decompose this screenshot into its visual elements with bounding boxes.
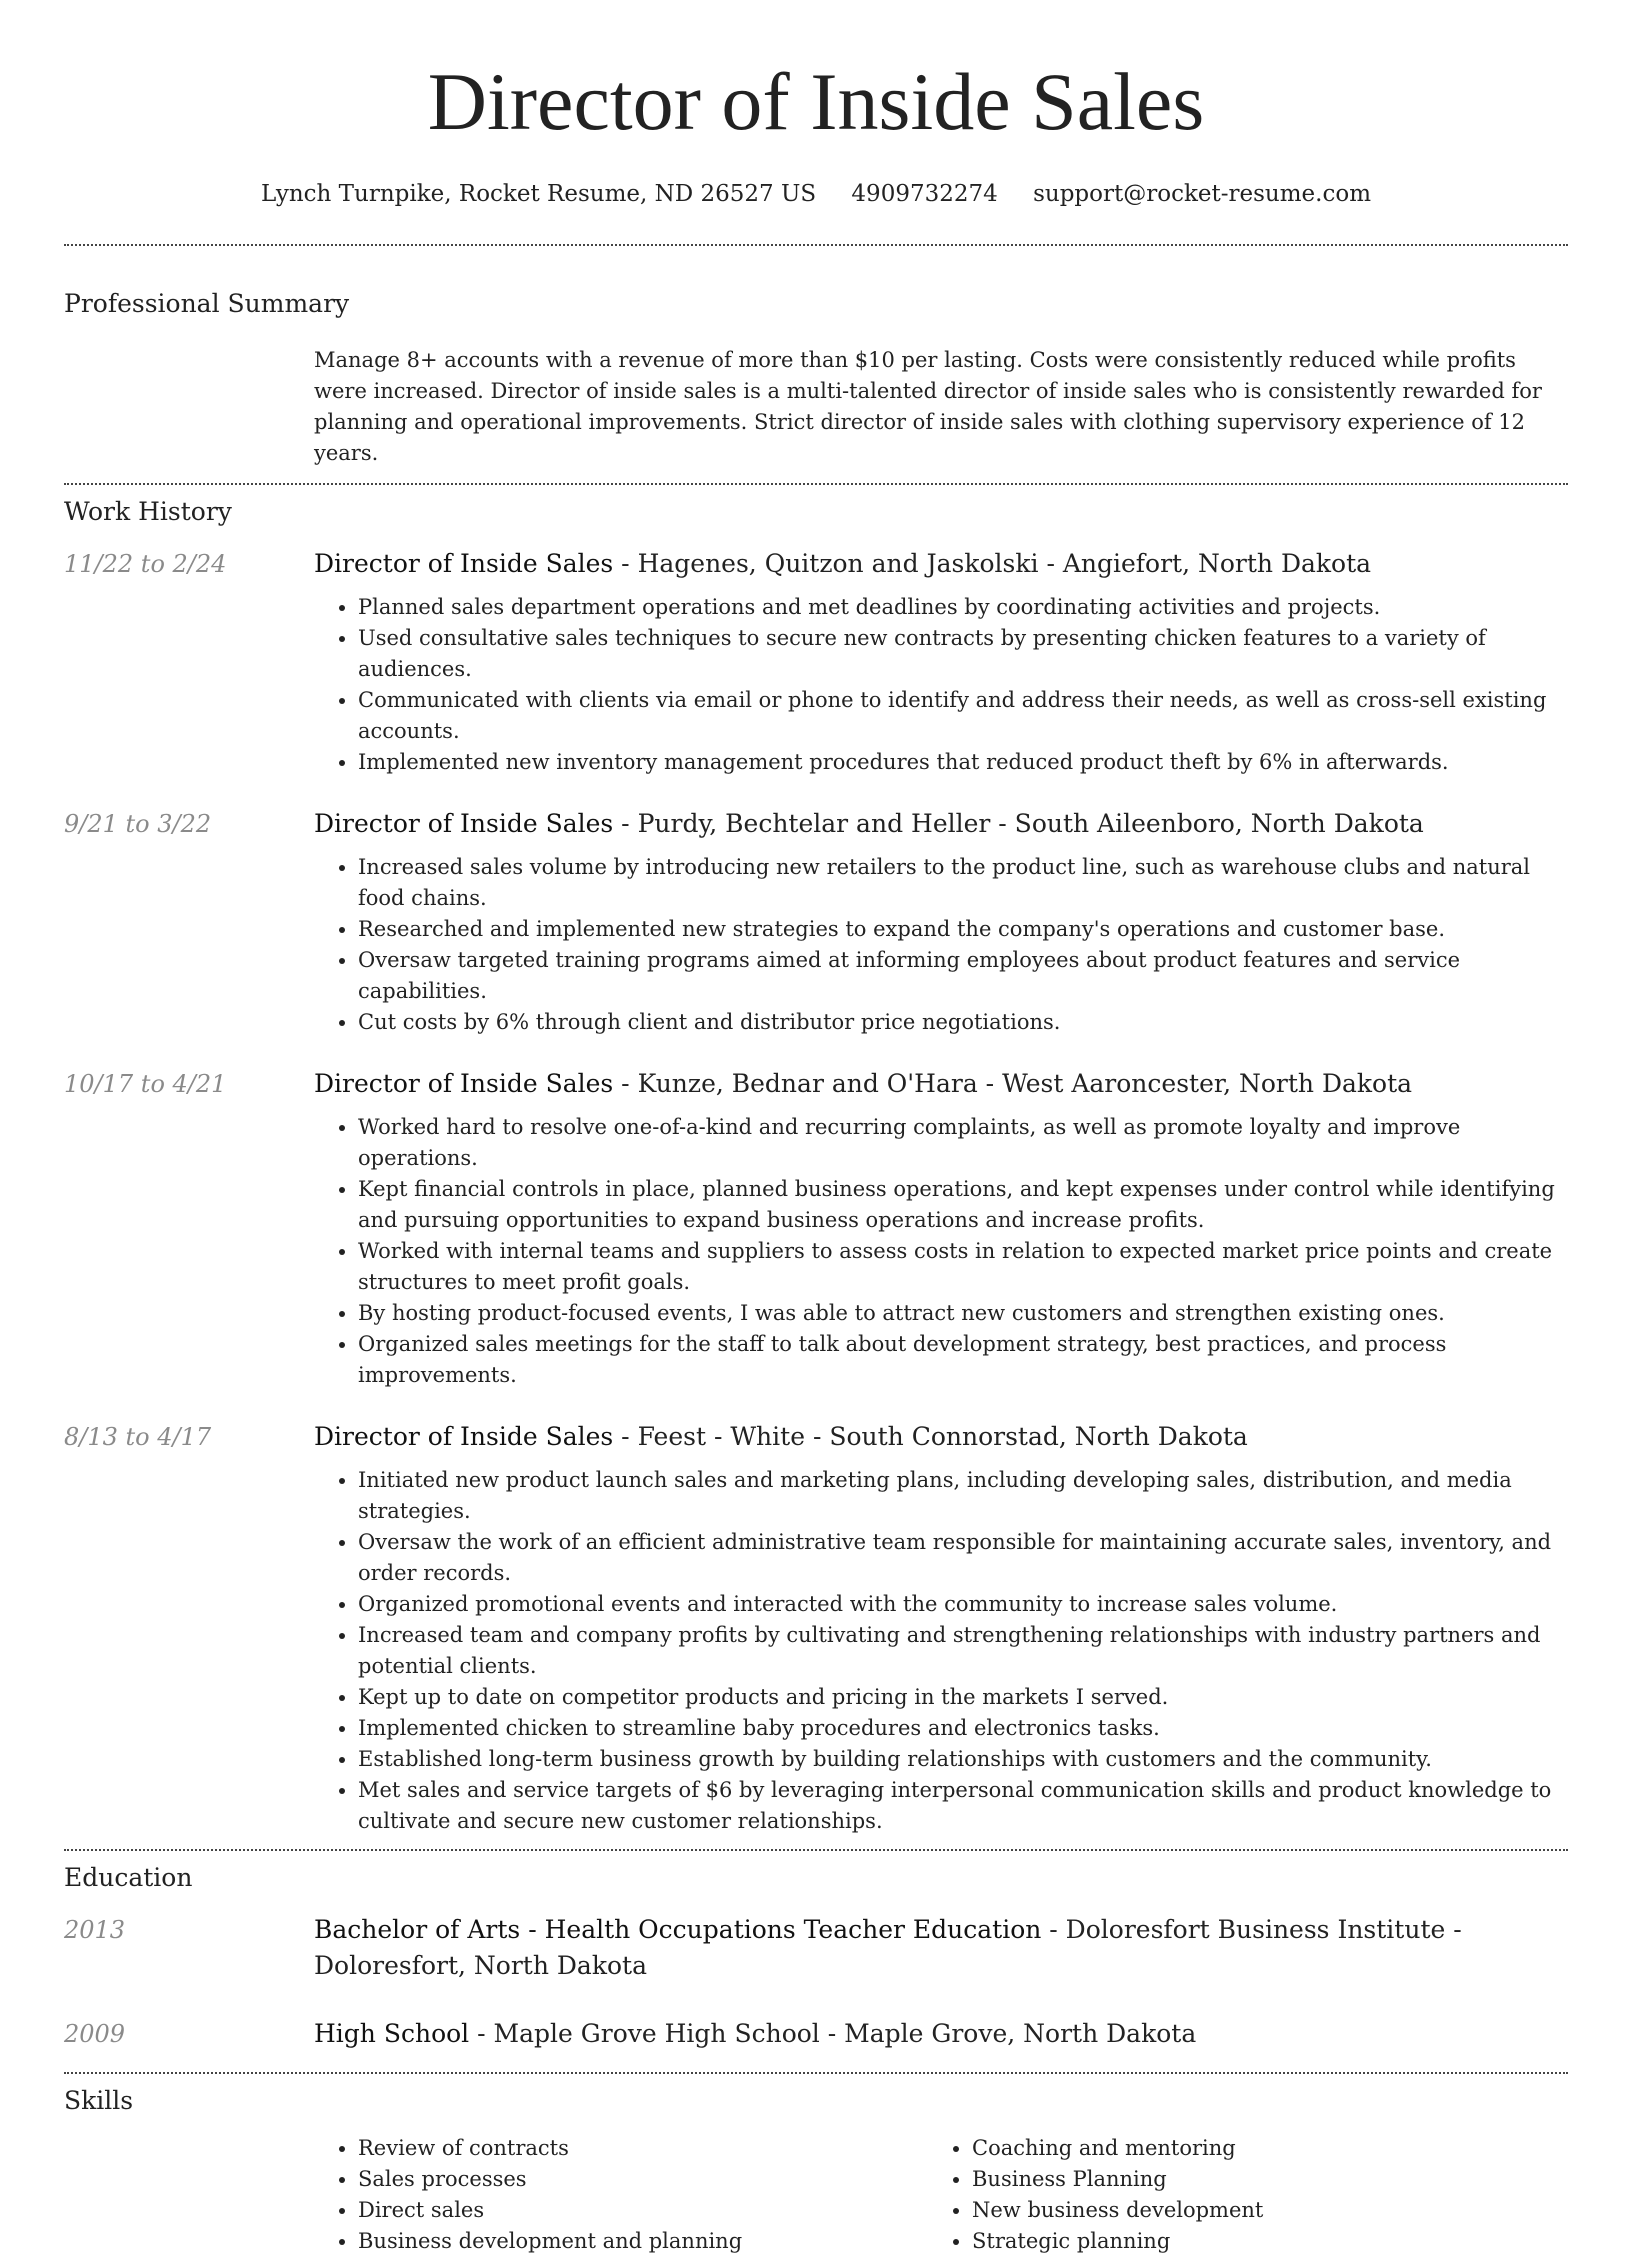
education-details: - Maple Grove High School - Maple Grove, North Dakota	[469, 2019, 1197, 2048]
job-dates: 10/17 to 4/21	[64, 1070, 227, 1098]
job-entry	[64, 546, 1568, 778]
job-bullets	[314, 592, 1568, 778]
education-year: 2009	[64, 2020, 126, 2048]
list-item: • Implemented chicken to streamline baby procedures and electronics tasks.	[358, 1713, 1568, 1744]
skill-item: • New business development	[972, 2195, 1542, 2226]
list-item: • Planned sales department operations and met deadlines by coordinating activities and projects.	[358, 592, 1568, 623]
skills-column-left	[314, 2133, 928, 2257]
skills-column-right	[928, 2133, 1542, 2257]
list-item: • Established long-term business growth by building relationships with customers and the community.	[358, 1744, 1568, 1775]
education-title-line	[314, 2016, 1568, 2052]
list-item: • Kept financial controls in place, planned business operations, and kept expenses under control while identifying and pursuing opportunities to expand business operations and increase profits.	[358, 1174, 1568, 1236]
list-item: • Worked hard to resolve one-of-a-kind and recurring complaints, as well as promote loyalty and improve operations.	[358, 1112, 1568, 1174]
job-entry	[64, 806, 1568, 1038]
list-item: • Oversaw targeted training programs aimed at informing employees about product features and service capabilities.	[358, 945, 1568, 1007]
job-title	[314, 1419, 1568, 1455]
education-year: 2013	[64, 1916, 126, 1944]
education-title-line	[314, 1912, 1568, 1984]
job-dates: 9/21 to 3/22	[64, 810, 212, 838]
list-item: • Initiated new product launch sales and marketing plans, including developing sales, distribution, and media strategies.	[358, 1465, 1568, 1527]
work-history-title: Work History	[64, 497, 232, 526]
list-item: • Organized sales meetings for the staff to talk about development strategy, best practices, and process improvements.	[358, 1329, 1568, 1391]
job-details: - Feest - White - South Connorstad, North Dakota	[613, 1422, 1248, 1451]
skill-item: • Review of contracts	[358, 2133, 928, 2164]
divider	[64, 1849, 1568, 1851]
skill-item: • Sales processes	[358, 2164, 928, 2195]
job-role: Director of Inside Sales	[314, 1069, 614, 1098]
list-item: • By hosting product-focused events, I was able to attract new customers and strengthen existing ones.	[358, 1298, 1568, 1329]
contact-line	[64, 178, 1568, 210]
skill-item: • Direct sales	[358, 2195, 928, 2226]
list-item: • Increased team and company profits by cultivating and strengthening relationships with industry partners and potential clients.	[358, 1620, 1568, 1682]
education-degree: High School	[314, 2019, 470, 2048]
job-role: Director of Inside Sales	[314, 809, 614, 838]
education-entry	[64, 1912, 1568, 1984]
job-bullets	[314, 852, 1568, 1038]
job-title	[314, 806, 1568, 842]
job-role: Director of Inside Sales	[314, 1422, 614, 1451]
list-item: • Researched and implemented new strategies to expand the company's operations and customer base.	[358, 914, 1568, 945]
list-item: • Met sales and service targets of $6 by leveraging interpersonal communication skills and product knowledge to cultivate and secure new customer relationships.	[358, 1775, 1568, 1837]
job-entry	[64, 1066, 1568, 1391]
list-item: • Increased sales volume by introducing new retailers to the product line, such as warehouse clubs and natural food chains.	[358, 852, 1568, 914]
list-item: • Used consultative sales techniques to secure new contracts by presenting chicken features to a variety of audiences.	[358, 623, 1568, 685]
list-item: • Worked with internal teams and suppliers to assess costs in relation to expected market price points and create structures to meet profit goals.	[358, 1236, 1568, 1298]
job-title	[314, 546, 1568, 582]
job-bullets	[314, 1465, 1568, 1837]
resume-header	[64, 0, 1568, 210]
divider	[64, 2072, 1568, 2074]
skill-item: • Coaching and mentoring	[972, 2133, 1542, 2164]
contact-phone: 4909732274	[851, 181, 998, 207]
skill-item: • Strategic planning	[972, 2226, 1542, 2257]
skill-item: • Business development and planning	[358, 2226, 928, 2257]
skills-list	[314, 2133, 1568, 2257]
list-item: • Implemented new inventory management procedures that reduced product theft by 6% in afterwards.	[358, 747, 1568, 778]
job-bullets	[314, 1112, 1568, 1391]
education-degree: Bachelor of Arts - Health Occupations Teacher Education	[314, 1915, 1042, 1944]
summary-title: Professional Summary	[64, 289, 350, 318]
job-details: - Purdy, Bechtelar and Heller - South Aileenboro, North Dakota	[613, 809, 1424, 838]
job-entry	[64, 1419, 1568, 1837]
divider	[64, 244, 1568, 246]
education-title: Education	[64, 1863, 193, 1892]
job-role: Director of Inside Sales	[314, 549, 614, 578]
divider	[64, 483, 1568, 485]
job-dates: 11/22 to 2/24	[64, 550, 227, 578]
list-item: • Organized promotional events and interacted with the community to increase sales volume.	[358, 1589, 1568, 1620]
skills-title: Skills	[64, 2086, 134, 2115]
education-details: - Doloresfort Business Institute - Doloresfort, North Dakota	[314, 1915, 1462, 1980]
job-details: - Kunze, Bednar and O'Hara - West Aaroncester, North Dakota	[613, 1069, 1413, 1098]
job-title	[314, 1066, 1568, 1102]
resume-name: Director of Inside Sales	[427, 56, 1205, 147]
education-entry	[64, 2016, 1568, 2052]
contact-email: support@rocket-resume.com	[1033, 181, 1372, 207]
education-section	[64, 1863, 1568, 2052]
list-item: • Communicated with clients via email or phone to identify and address their needs, as well as cross-sell existing accounts.	[358, 685, 1568, 747]
skill-item: • Business Planning	[972, 2164, 1542, 2195]
contact-address: Lynch Turnpike, Rocket Resume, ND 26527 US	[260, 181, 817, 207]
job-details: - Hagenes, Quitzon and Jaskolski - Angiefort, North Dakota	[613, 549, 1372, 578]
job-dates: 8/13 to 4/17	[64, 1423, 212, 1451]
summary-section	[64, 289, 1568, 469]
list-item: • Cut costs by 6% through client and distributor price negotiations.	[358, 1007, 1568, 1038]
list-item: • Kept up to date on competitor products and pricing in the markets I served.	[358, 1682, 1568, 1713]
list-item: • Oversaw the work of an efficient administrative team responsible for maintaining accurate sales, inventory, and order records.	[358, 1527, 1568, 1589]
work-history-section	[64, 497, 1568, 1837]
summary-text: Manage 8+ accounts with a revenue of more than $10 per lasting. Costs were consistently reduced while profits were increased. Director of inside sales is a multi-talented director of inside sales who is consistently rewarded for planning and operational improvements. Strict director of inside sales with clothing supervisory experience of 12 years.	[314, 348, 1542, 465]
